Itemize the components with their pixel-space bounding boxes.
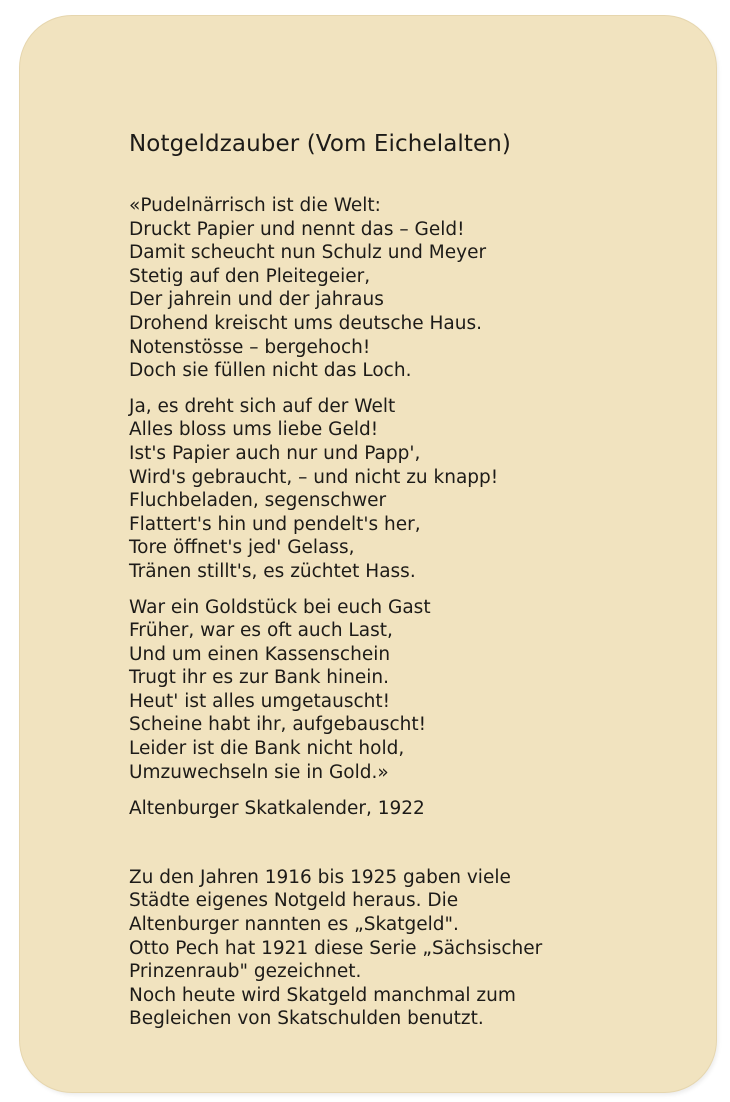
stanza-spacer bbox=[129, 584, 709, 596]
stanza-2 bbox=[129, 395, 709, 584]
poem-line: Heut' ist alles umgetauscht! bbox=[129, 690, 391, 712]
poem-line: Ist's Papier auch nur und Papp', bbox=[129, 442, 421, 464]
poem-line: Und um einen Kassenschein bbox=[129, 643, 391, 665]
note-line: Otto Pech hat 1921 diese Serie „Sächsischer bbox=[129, 937, 543, 959]
poem-line: Doch sie füllen nicht das Loch. bbox=[129, 360, 412, 382]
stanza-3 bbox=[129, 596, 709, 785]
poem-line: Umzuwechseln sie in Gold.» bbox=[129, 761, 389, 783]
stanza-spacer bbox=[129, 383, 709, 395]
poem-source: Altenburger Skatkalender, 1922 bbox=[129, 798, 425, 820]
poem-line: Flattert's hin und pendelt's her, bbox=[129, 513, 421, 535]
poem-line: War ein Goldstück bei euch Gast bbox=[129, 596, 431, 618]
source-spacer bbox=[129, 784, 709, 797]
poem-line: Damit scheucht nun Schulz und Meyer bbox=[129, 242, 487, 264]
poem-line: Früher, war es oft auch Last, bbox=[129, 620, 393, 642]
poem-line: Fluchbeladen, segenschwer bbox=[129, 490, 387, 512]
note-line: Prinzenraub" gezeichnet. bbox=[129, 961, 362, 983]
stanza-1 bbox=[129, 194, 709, 383]
note-line: Städte eigenes Notgeld heraus. Die bbox=[129, 890, 459, 912]
history-note bbox=[129, 866, 709, 1031]
poem-line: Tränen stillt's, es züchtet Hass. bbox=[129, 560, 416, 582]
poem-line: Wird's gebraucht, – und nicht zu knapp! bbox=[129, 466, 499, 488]
card bbox=[20, 16, 716, 1092]
note-line: Zu den Jahren 1916 bis 1925 gaben viele bbox=[129, 866, 511, 888]
poem-line: Der jahrein und der jahraus bbox=[129, 289, 384, 311]
note-line: Noch heute wird Skatgeld manchmal zum bbox=[129, 984, 516, 1006]
note-line: Altenburger nannten es „Skatgeld". bbox=[129, 914, 459, 936]
card-content bbox=[129, 128, 709, 1031]
poem-line: Leider ist die Bank nicht hold, bbox=[129, 738, 405, 760]
note-spacer bbox=[129, 821, 709, 866]
poem-line: «Pudelnärrisch ist die Welt: bbox=[129, 195, 381, 216]
poem-line: Tore öffnet's jed' Gelass, bbox=[129, 537, 355, 559]
poem-line: Alles bloss ums liebe Geld! bbox=[129, 419, 379, 441]
note-line: Begleichen von Skatschulden benutzt. bbox=[129, 1008, 484, 1030]
poem-line: Scheine habt ihr, aufgebauscht! bbox=[129, 714, 427, 736]
poem-line: Trugt ihr es zur Bank hinein. bbox=[129, 667, 390, 689]
poem-line: Drohend kreischt ums deutsche Haus. bbox=[129, 312, 482, 334]
poem-line: Notenstösse – bergehoch! bbox=[129, 336, 371, 358]
poem-line: Stetig auf den Pleitegeier, bbox=[129, 265, 371, 287]
poem-line: Druckt Papier und nennt das – Geld! bbox=[129, 218, 465, 240]
poem-line: Ja, es dreht sich auf der Welt bbox=[129, 395, 396, 417]
poem-title: Notgeldzauber (Vom Eichelalten) bbox=[129, 131, 511, 157]
